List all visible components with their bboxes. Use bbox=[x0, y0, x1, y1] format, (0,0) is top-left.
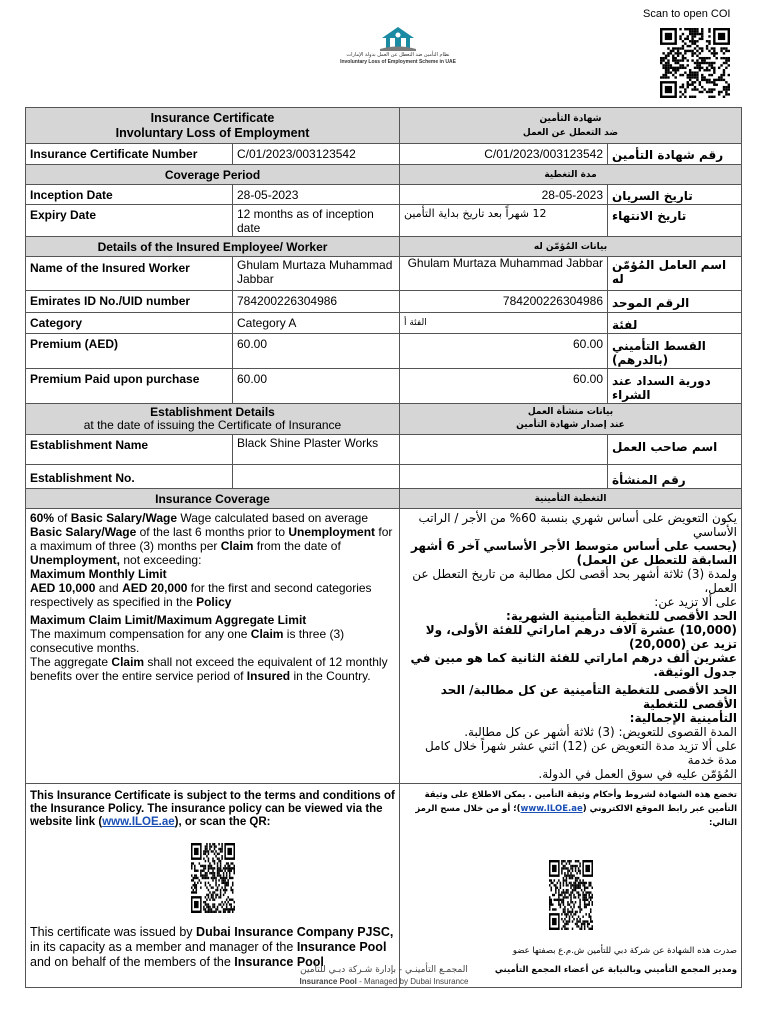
premium-row bbox=[26, 334, 742, 369]
coverage-ar-line2: (يحسب على أساس متوسط الأجر الأساسي آخر 6 أشهر السابقة للتعطل عن العمل) bbox=[410, 539, 737, 567]
coverage-ar-line11: على ألا تزيد مدة التعويض عن (12) اثني عشر شهراً خلال كامل مدة خدمة bbox=[425, 739, 737, 767]
establishment-heading-2: at the date of issuing the Certificate of Insurance bbox=[83, 418, 342, 432]
coverage-period-heading: Coverage Period bbox=[26, 165, 400, 185]
footer bbox=[0, 965, 768, 986]
inception-date-value-ar: 28-05-2023 bbox=[400, 185, 608, 205]
establishment-heading-ar-2: عند إصدار شهادة التأمين bbox=[516, 420, 625, 430]
premium-value-ar: 60.00 bbox=[400, 334, 608, 369]
issued-by-english-text: This certificate was issued by Dubai Insurance Company PJSC, in its capacity as a member and manager of the Insurance Pool and on behalf of the members of the Insurance Pool bbox=[30, 925, 394, 969]
emirates-id-row bbox=[26, 291, 742, 313]
premium-paid-label: Premium Paid upon purchase bbox=[26, 369, 233, 404]
coverage-ar-line7: عشرين ألف درهم اماراتي للفئة الثانية كما هو مبين في جدول الوثيقة. bbox=[410, 651, 737, 679]
coverage-ar-line1: يكون التعويض على أساس شهري بنسبة 60% من الأجر / الراتب الأساسي bbox=[418, 511, 737, 539]
expiry-date-value-ar: 12 شهراً بعد تاريخ بداية التأمين bbox=[400, 205, 608, 237]
expiry-date-label-ar: تاريخ الانتهاء bbox=[608, 205, 742, 237]
issued-ar-line1: صدرت هذه الشهادة عن شركة دبي للتأمين ش.م.ع بصفتها عضو bbox=[512, 946, 737, 956]
category-row bbox=[26, 313, 742, 334]
coverage-paragraph-2: AED 10,000 and AED 20,000 for the first and second categories respectively as specified in the Policy bbox=[30, 581, 372, 609]
qr-code-icon bbox=[660, 28, 730, 98]
premium-label-ar: القسط التأميني (بالدرهم) bbox=[608, 334, 742, 369]
iloe-link-ar[interactable]: www.ILOE.ae bbox=[520, 804, 583, 814]
qr-code-icon bbox=[191, 843, 235, 913]
coverage-period-heading-ar: مدة التغطية bbox=[400, 165, 742, 185]
inception-date-row bbox=[26, 185, 742, 205]
insured-details-heading: Details of the Insured Employee/ Worker bbox=[26, 237, 400, 257]
qr-code-icon bbox=[549, 860, 593, 930]
establishment-number-label-ar: رقم المنشأة bbox=[608, 465, 742, 489]
establishment-number-value-ar bbox=[400, 465, 608, 489]
premium-paid-value-ar: 60.00 bbox=[400, 369, 608, 404]
coverage-ar-line10: المدة القصوى للتعويض: (3) ثلاثة أشهر عن كل مطالبة. bbox=[464, 725, 737, 739]
certificate-title-row bbox=[26, 108, 742, 144]
logo-english-text: Involuntary Loss of Employment Scheme in UAE bbox=[340, 59, 456, 65]
establishment-name-value: Black Shine Plaster Works bbox=[233, 435, 400, 465]
title-en-line2: Involuntary Loss of Employment bbox=[115, 125, 310, 140]
certificate-number-label: Insurance Certificate Number bbox=[26, 144, 233, 165]
coverage-period-header bbox=[26, 165, 742, 185]
establishment-name-value-ar bbox=[400, 435, 608, 465]
max-monthly-limit-heading: Maximum Monthly Limit bbox=[30, 567, 167, 581]
title-ar-line1: شهادة التأمين bbox=[539, 113, 602, 124]
top-qr-code[interactable] bbox=[660, 28, 730, 98]
inception-date-label-ar: تاريخ السريان bbox=[608, 185, 742, 205]
premium-value: 60.00 bbox=[233, 334, 400, 369]
insured-name-value: Ghulam Murtaza Muhammad Jabbar bbox=[233, 257, 400, 291]
insured-name-label: Name of the Insured Worker bbox=[26, 257, 233, 291]
insured-name-row bbox=[26, 257, 742, 291]
footer-english: Insurance Pool - Managed by Dubai Insurance bbox=[299, 977, 469, 986]
policy-qr-code-ar[interactable] bbox=[549, 860, 593, 930]
establishment-heading-1: Establishment Details bbox=[150, 405, 275, 419]
insurance-coverage-heading: Insurance Coverage bbox=[26, 489, 400, 509]
expiry-date-label: Expiry Date bbox=[26, 205, 233, 237]
scan-to-open-label: Scan to open COI bbox=[643, 8, 731, 20]
certificate-number-row bbox=[26, 144, 742, 165]
terms-arabic-text: تخضع هذه الشهادة لشروط وأحكام وثيقة التأمين . يمكن الاطلاع على وثيقة التأمين عبر رابط الموقع الالكتروني (www.ILOE.ae)؛ أو من خلال مسح الرمز التالي: bbox=[415, 790, 737, 828]
inception-date-value: 28-05-2023 bbox=[233, 185, 400, 205]
emirates-id-value: 784200226304986 bbox=[233, 291, 400, 313]
terms-arabic-cell bbox=[400, 784, 742, 988]
coverage-arabic-text bbox=[400, 509, 742, 784]
terms-english-cell bbox=[26, 784, 400, 988]
expiry-date-row bbox=[26, 205, 742, 237]
establishment-name-label: Establishment Name bbox=[26, 435, 233, 465]
category-label-ar: لفئة bbox=[608, 313, 742, 334]
insurance-coverage-body-row bbox=[26, 509, 742, 784]
insurance-coverage-header bbox=[26, 489, 742, 509]
emirates-id-label-ar: الرقم الموحد bbox=[608, 291, 742, 313]
coverage-english-text bbox=[26, 509, 400, 784]
iloe-logo bbox=[318, 24, 478, 86]
establishment-number-row bbox=[26, 465, 742, 489]
issued-ar-line2: ومدير المجمع التأميني وبالنيابة عن أعضاء المجمع التأميني bbox=[494, 965, 737, 975]
insurance-coverage-heading-ar: التغطية التأمينية bbox=[400, 489, 742, 509]
premium-label: Premium (AED) bbox=[26, 334, 233, 369]
logo-arabic-text: نظام التأمين ضد التعطل عن العمل بدولة الإمارات bbox=[346, 52, 450, 58]
expiry-date-value: 12 months as of inception date bbox=[233, 205, 400, 237]
iloe-link[interactable]: www.ILOE.ae bbox=[102, 816, 175, 828]
certificate-number-label-ar: رقم شهادة التأمين bbox=[608, 144, 742, 165]
establishment-name-row bbox=[26, 435, 742, 465]
coverage-ar-line4: على ألا تزيد عن: bbox=[654, 595, 737, 609]
footer-arabic: المجمـع التأمينـي - بإدارة شـركة دبـي للتأمين bbox=[300, 965, 468, 975]
terms-english-text: This Insurance Certificate is subject to the terms and conditions of the Insurance Policy. The insurance policy can be viewed via the website link (www.ILOE.ae), or scan the QR: bbox=[30, 790, 395, 828]
insured-name-label-ar: اسم العامل المُؤمّن له bbox=[608, 257, 742, 291]
premium-paid-row bbox=[26, 369, 742, 404]
coverage-paragraph-3: The maximum compensation for any one Claim is three (3) consecutive months. bbox=[30, 627, 345, 655]
title-en-line1: Insurance Certificate bbox=[150, 110, 275, 125]
coverage-ar-line12: المُؤمّن عليه في سوق العمل في الدولة. bbox=[538, 767, 737, 781]
coverage-ar-line5: الحد الأقصى للتغطية التأمينية الشهرية: bbox=[506, 609, 737, 623]
insured-details-header bbox=[26, 237, 742, 257]
emirates-id-value-ar: 784200226304986 bbox=[400, 291, 608, 313]
insured-details-heading-ar: بيانات المُؤمّن له bbox=[400, 237, 742, 257]
insurance-certificate-table bbox=[25, 107, 742, 988]
inception-date-label: Inception Date bbox=[26, 185, 233, 205]
certificate-number-value-ar: C/01/2023/003123542 bbox=[400, 144, 608, 165]
policy-qr-code[interactable] bbox=[191, 843, 235, 913]
coverage-ar-line8: الحد الأقصى للتغطية التأمينية عن كل مطالبة/ الحد الأقصى للتغطية bbox=[440, 683, 737, 711]
category-value: Category A bbox=[233, 313, 400, 334]
terms-row bbox=[26, 784, 742, 988]
max-claim-limit-heading: Maximum Claim Limit/Maximum Aggregate Limit bbox=[30, 613, 307, 627]
premium-paid-value: 60.00 bbox=[233, 369, 400, 404]
establishment-name-label-ar: اسم صاحب العمل bbox=[608, 435, 742, 465]
emirates-id-label: Emirates ID No./UID number bbox=[26, 291, 233, 313]
coverage-paragraph-1: 60% of Basic Salary/Wage Wage calculated based on average Basic Salary/Wage of the last 6 months prior to Unemployment for a maximum of three (3) months per Claim from the date of Unemployment, not exceeding: bbox=[30, 511, 393, 567]
coverage-ar-line6: (10,000) عشرة آلاف درهم اماراتي للفئة الأولى، ولا تزيد عن (20,000) bbox=[425, 623, 737, 651]
insured-name-value-ar: Ghulam Murtaza Muhammad Jabbar bbox=[400, 257, 608, 291]
coverage-paragraph-4: The aggregate Claim shall not exceed the equivalent of 12 monthly benefits over the entire service period of Insured in the Country. bbox=[30, 655, 388, 683]
premium-paid-label-ar: دورية السداد عند الشراء bbox=[608, 369, 742, 404]
certificate-number-value: C/01/2023/003123542 bbox=[233, 144, 400, 165]
establishment-heading-ar-1: بيانات منشأة العمل bbox=[527, 407, 614, 417]
establishment-header bbox=[26, 404, 742, 435]
category-label: Category bbox=[26, 313, 233, 334]
category-value-ar: الفئة أ bbox=[400, 313, 608, 334]
coverage-ar-line9: التأمينية الإجمالية: bbox=[629, 711, 737, 725]
establishment-number-value bbox=[233, 465, 400, 489]
iloe-scheme-logo-icon bbox=[378, 24, 418, 52]
establishment-number-label: Establishment No. bbox=[26, 465, 233, 489]
title-ar-line2: ضد التعطل عن العمل bbox=[522, 127, 619, 138]
coverage-ar-line3: ولمدة (3) ثلاثة أشهر بحد أقصى لكل مطالبة من تاريخ التعطل عن العمل، bbox=[412, 567, 737, 595]
